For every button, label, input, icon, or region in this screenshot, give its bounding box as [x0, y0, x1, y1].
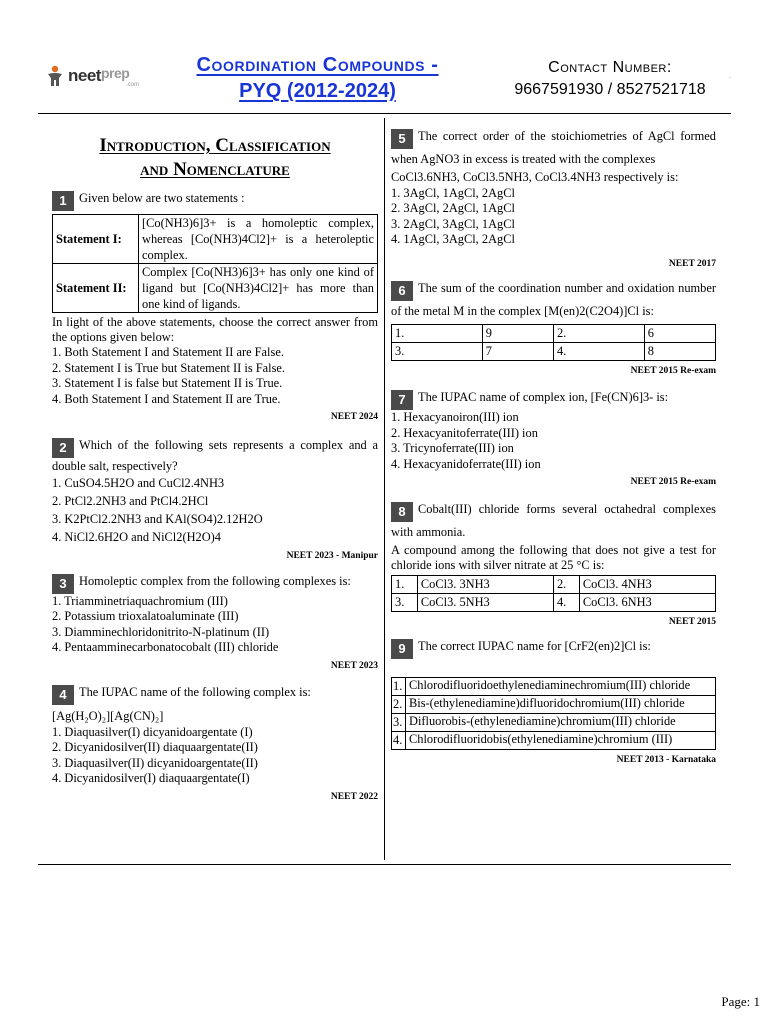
option-4: 4. Both Statement I and Statement II are True. [52, 391, 281, 406]
left-column [52, 134, 378, 803]
question-text: The correct IUPAC name for [CrF2(en)2]Cl is: [418, 638, 651, 653]
option-label: 4. [553, 342, 644, 360]
option-label: 4. [553, 593, 579, 611]
statement-1-text: [Co(NH3)6]3+ is a homoleptic complex, whereas [Co(NH3)4Cl2]+ is a heteroleptic complex. [139, 215, 378, 264]
option-value: 9 [482, 324, 553, 342]
statements-table [52, 214, 378, 313]
question-2 [52, 437, 378, 562]
option-value: Chlorodifluoridobis(ethylenediamine)chromium (III) [406, 731, 716, 749]
column-divider [384, 118, 385, 860]
question-text: Which of the following sets represents a complex and a double salt, respectively? [52, 438, 378, 474]
question-number: 2 [52, 438, 74, 458]
statement-2-label: Statement II: [53, 264, 139, 313]
option-label: 2. [553, 575, 579, 593]
title-line-2: PYQ (2012-2024) [239, 80, 396, 102]
statement-2-text: Complex [Co(NH3)6]3+ has only one kind of ligand but [Co(NH3)4Cl2]+ has more than one kind of ligands. [139, 264, 378, 313]
options-grid [391, 575, 716, 612]
question-number: 1 [52, 191, 74, 211]
question-source: NEET 2022 [330, 791, 378, 802]
question-number: 5 [391, 129, 413, 149]
option-3: 3. Statement I is false but Statement II is True. [52, 376, 283, 390]
right-column [391, 126, 716, 766]
option-label: 1. [392, 677, 406, 695]
question-7 [391, 389, 716, 488]
contact-numbers: 9667591930 / 8527521718 [514, 80, 706, 98]
option-value: 8 [644, 342, 715, 360]
question-source: NEET 2015 Re-exam [630, 477, 716, 488]
question-source: NEET 2015 [668, 616, 716, 627]
option-3: 3. Diaquasilver(II) dicyanidoargentate(II) [52, 755, 258, 770]
question-number: 8 [391, 502, 413, 522]
option-2: 2. 3AgCl, 2AgCl, 1AgCl [391, 201, 515, 215]
content-bottom-rule [38, 864, 731, 865]
question-source: NEET 2023 - Manipur [286, 551, 378, 562]
person-icon [44, 64, 66, 88]
question-number: 9 [391, 639, 413, 659]
question-number: 4 [52, 685, 74, 705]
question-source: NEET 2015 Re-exam [630, 365, 716, 376]
section-title-line-2: and Nomenclature [140, 159, 290, 180]
option-3: 3. Diamminechloridonitrito-N-platinum (II) [52, 624, 270, 639]
question-source: NEET 2023 [330, 660, 378, 671]
option-1: 1. Triamminetriaquachromium (III) [52, 593, 228, 608]
question-source: NEET 2024 [330, 412, 378, 422]
logo-text-neet: neet [68, 65, 101, 85]
option-value: CoCl3. 6NH3 [579, 593, 715, 611]
question-source: NEET 2013 - Karnataka [616, 754, 716, 765]
option-value: CoCl3. 3NH3 [417, 575, 553, 593]
option-2: 2. PtCl2.2NH3 and PtCl4.2HCl [52, 494, 209, 509]
option-value: Chlorodifluoridoethylenediaminechromium(III) chloride [406, 677, 716, 695]
question-8 [391, 499, 716, 628]
question-text: Given below are two statements : [79, 191, 245, 205]
contact-block [490, 58, 730, 101]
option-2: 2. Statement I is True but Statement II is False. [52, 360, 285, 375]
option-value: CoCl3. 5NH3 [417, 593, 553, 611]
question-1 [52, 190, 378, 423]
option-value: 7 [482, 342, 553, 360]
option-1: 1. Hexacyanoiron(III) ion [391, 410, 519, 425]
option-4: 4. 1AgCl, 3AgCl, 2AgCl [391, 232, 515, 246]
question-text: Cobalt(III) chloride forms several octahedral complexes with ammonia. [391, 501, 716, 539]
question-6 [391, 278, 716, 377]
question-source: NEET 2017 [668, 258, 716, 269]
question-instruction: In light of the above statements, choose the correct answer from the options given below: [52, 315, 378, 344]
question-text: The correct order of the stoichiometries of AgCl formed when AgNO3 in excess is treated with the complexes [391, 129, 716, 166]
section-title-line-1: Introduction, Classification [99, 135, 331, 156]
section-title [52, 134, 378, 182]
question-text: The sum of the coordination number and oxidation number of the metal M in the complex [M(en)2(C2O4)]Cl is: [391, 280, 716, 318]
option-label: 4. [392, 731, 406, 749]
page-number: Page: 1 [721, 994, 760, 1009]
question-text-2: A compound among the following that does not give a test for chloride ions with silver nitrate at 25 °C is: [391, 542, 716, 572]
option-2: 2. Hexacyanitoferrate(III) ion [391, 425, 538, 440]
option-1: 1. CuSO4.5H2O and CuCl2.4NH3 [52, 476, 225, 491]
option-label: 3. [392, 342, 483, 360]
question-text: The IUPAC name of the following complex is: [79, 685, 311, 700]
contact-label: Contact Number: [548, 59, 672, 76]
options-grid [391, 324, 716, 361]
option-2: 2. Potassium trioxalatoaluminate (III) [52, 609, 239, 624]
option-1: 1. Diaquasilver(I) dicyanidoargentate (I) [52, 724, 253, 739]
option-4: 4. Dicyanidosilver(I) diaquaargentate(I) [52, 771, 250, 786]
question-4 [52, 684, 378, 803]
option-label: 3. [392, 713, 406, 731]
question-number: 3 [52, 574, 74, 594]
question-text: Homoleptic complex from the following complexes is: [79, 573, 351, 588]
logo-subtext: .com [126, 82, 140, 88]
header-rule [38, 113, 731, 114]
option-3: 3. K2PtCl2.2NH3 and KAl(SO4)2.12H2O [52, 512, 263, 527]
option-3: 3. Tricynoferrate(III) ion [391, 441, 514, 456]
complexes-list: CoCl3.6NH3, CoCl3.5NH3, CoCl3.4NH3 respectively is: [391, 170, 679, 184]
options-table [391, 677, 716, 750]
neetprep-logo [44, 64, 140, 88]
question-5 [391, 126, 716, 270]
option-label: 2. [553, 324, 644, 342]
option-2: 2. Dicyanidosilver(II) diaquaargentate(II) [52, 740, 258, 755]
option-1: 1. 3AgCl, 1AgCl, 2AgCl [391, 185, 515, 200]
option-4: 4. NiCl2.6H2O and NiCl2(H2O)4 [52, 530, 221, 545]
option-3: 3. 2AgCl, 3AgCl, 1AgCl [391, 216, 515, 231]
question-text: The IUPAC name of complex ion, [Fe(CN)6]3- is: [418, 390, 669, 405]
option-value: CoCl3. 4NH3 [579, 575, 715, 593]
option-value: Difluorobis-(ethylenediamine)chromium(III) chloride [406, 713, 716, 731]
question-3 [52, 573, 378, 672]
option-4: 4. Pentaamminecarbonatocobalt (III) chloride [52, 640, 279, 655]
option-4: 4. Hexacyanidoferrate(III) ion [391, 456, 541, 471]
option-value: 6 [644, 324, 715, 342]
option-label: 2. [392, 695, 406, 713]
statement-1-label: Statement I: [53, 215, 139, 264]
document-title [150, 52, 485, 104]
question-number: 7 [391, 390, 413, 410]
option-1: 1. Both Statement I and Statement II are False. [52, 345, 284, 359]
title-line-1: Coordination Compounds - [196, 54, 439, 76]
logo-text-prep: prep [100, 64, 130, 81]
option-value: Bis-(ethylenediamine)difluoridochromium(III) chloride [406, 695, 716, 713]
question-number: 6 [391, 281, 413, 301]
question-9 [391, 638, 716, 766]
option-label: 1. [392, 575, 418, 593]
option-label: 1. [392, 324, 483, 342]
header-dot: . [729, 71, 731, 80]
option-label: 3. [392, 593, 418, 611]
complex-formula: [Ag(H₂O)₂][Ag(CN)₂] [52, 709, 164, 724]
